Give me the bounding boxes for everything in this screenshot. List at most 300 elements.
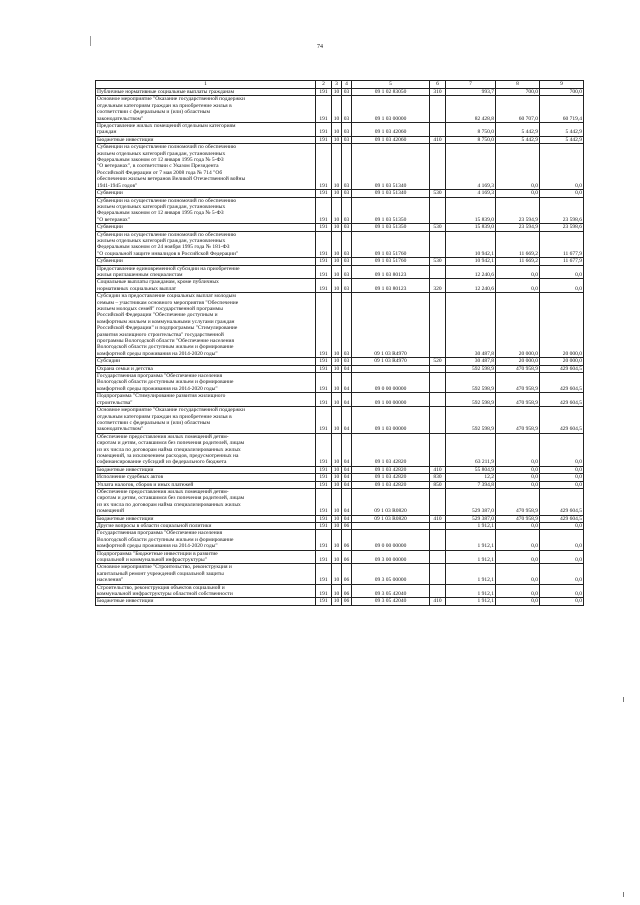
- expense-type-cell: 530: [430, 224, 446, 231]
- amount-year3-cell: 0,0: [540, 190, 584, 197]
- amount-year2-cell: 0,0: [496, 530, 540, 550]
- table-row: [96, 293, 584, 358]
- table-header-row: [96, 81, 584, 89]
- amount-year2-cell: 60 707,0: [496, 96, 540, 123]
- amount-year3-cell: 0,0: [540, 550, 584, 564]
- amount-year2-cell: 11 669,2: [496, 258, 540, 265]
- column-header: 4: [342, 81, 352, 89]
- ministry-code-cell: 191: [316, 258, 332, 265]
- table-row: [96, 433, 584, 466]
- table-row: [96, 231, 584, 258]
- amount-year2-cell: 700,0: [496, 89, 540, 96]
- subsection-code-cell: 03: [342, 123, 352, 137]
- expense-type-cell: [430, 530, 446, 550]
- subsection-code-cell: 04: [342, 433, 352, 466]
- amount-year2-cell: 0,0: [496, 144, 540, 190]
- amount-year2-cell: 0,0: [496, 474, 540, 481]
- subsection-code-cell: 04: [342, 365, 352, 372]
- table-row: [96, 358, 584, 365]
- amount-year3-cell: 23 598,6: [540, 197, 584, 224]
- subsection-code-cell: 03: [342, 279, 352, 293]
- amount-year3-cell: 429 604,5: [540, 393, 584, 407]
- amount-year3-cell: 23 598,6: [540, 224, 584, 231]
- ministry-code-cell: 191: [316, 365, 332, 372]
- target-article-cell: 09 3 05 00000: [352, 564, 430, 584]
- amount-year2-cell: 0,0: [496, 598, 540, 605]
- subsection-code-cell: 03: [342, 136, 352, 143]
- ministry-code-cell: 191: [316, 564, 332, 584]
- row-name-cell: Бюджетные инвестиции: [96, 598, 316, 605]
- ministry-code-cell: 191: [316, 373, 332, 393]
- section-code-cell: 10: [332, 197, 342, 224]
- table-row: [96, 224, 584, 231]
- ministry-code-cell: 191: [316, 488, 332, 515]
- section-code-cell: 10: [332, 365, 342, 372]
- amount-year3-cell: 0,0: [540, 523, 584, 530]
- ministry-code-cell: 191: [316, 584, 332, 598]
- amount-year2-cell: 470 958,9: [496, 393, 540, 407]
- expense-type-cell: [430, 197, 446, 224]
- subsection-code-cell: 03: [342, 190, 352, 197]
- section-code-cell: 10: [332, 358, 342, 365]
- ministry-code-cell: 191: [316, 515, 332, 522]
- table-row: [96, 488, 584, 515]
- amount-year1-cell: 15 839,0: [446, 197, 496, 224]
- row-name-cell: Субвенции на осуществление полномочий по обеспечению жильем отдельных категорий граждан, установленных Федеральным законом от 12 января 1995 года № 5-ФЗ "О ветеранах", в соответствии с Указом Президента Российской Федерации от 7 мая 2008 года № 714 "Об обеспечении жильем ветеранов Великой Отечественной войны 1941-1945 годов": [96, 144, 316, 190]
- expense-type-cell: [430, 123, 446, 137]
- amount-year1-cell: 4 169,3: [446, 190, 496, 197]
- amount-year3-cell: 429 604,5: [540, 373, 584, 393]
- table-row: [96, 144, 584, 190]
- amount-year1-cell: 30 487,8: [446, 293, 496, 358]
- table-row: [96, 515, 584, 522]
- ministry-code-cell: 191: [316, 231, 332, 258]
- amount-year2-cell: 0,0: [496, 190, 540, 197]
- amount-year1-cell: 15 839,0: [446, 224, 496, 231]
- amount-year1-cell: 63 211,9: [446, 433, 496, 466]
- ministry-code-cell: 191: [316, 550, 332, 564]
- target-article-cell: 09 1 03 51350: [352, 224, 430, 231]
- target-article-cell: 09 3 00 00000: [352, 550, 430, 564]
- section-code-cell: 10: [332, 474, 342, 481]
- section-code-cell: 10: [332, 393, 342, 407]
- target-article-cell: 09 0 00 00000: [352, 373, 430, 393]
- expense-type-cell: 410: [430, 466, 446, 473]
- expense-type-cell: 530: [430, 258, 446, 265]
- target-article-cell: 09 1 03 42820: [352, 481, 430, 488]
- ministry-code-cell: 191: [316, 433, 332, 466]
- table-row: [96, 466, 584, 473]
- row-name-cell: Исполнение судебных актов: [96, 474, 316, 481]
- ministry-code-cell: 191: [316, 190, 332, 197]
- ministry-code-cell: 191: [316, 293, 332, 358]
- target-article-cell: 09 1 03 R0820: [352, 488, 430, 515]
- row-name-cell: Основное мероприятие "Оказание государственной поддержки отдельным категориям граждан на приобретение жилья в соответствии с федеральным и (или) областным законодательством": [96, 96, 316, 123]
- table-row: [96, 407, 584, 434]
- amount-year1-cell: 592 598,9: [446, 365, 496, 372]
- target-article-cell: 09 1 03 R4970: [352, 358, 430, 365]
- row-name-cell: Обеспечение предоставления жилых помещений детям- сиротам и детям, оставшимся без попечения родителей, лицам из их числа по договорам найма специализированных жилых помещений, за исключением расходов, предусмотренных на софинансирование субсидий из федерального бюджета: [96, 433, 316, 466]
- amount-year3-cell: 0,0: [540, 279, 584, 293]
- table-row: [96, 481, 584, 488]
- column-header: 5: [352, 81, 430, 89]
- table-row: [96, 258, 584, 265]
- section-code-cell: 10: [332, 89, 342, 96]
- expense-type-cell: 410: [430, 136, 446, 143]
- amount-year2-cell: 470 958,9: [496, 407, 540, 434]
- amount-year1-cell: 529 387,0: [446, 515, 496, 522]
- column-header: 8: [496, 81, 540, 89]
- subsection-code-cell: 04: [342, 373, 352, 393]
- subsection-code-cell: 06: [342, 584, 352, 598]
- amount-year1-cell: 12,2: [446, 474, 496, 481]
- amount-year3-cell: 0,0: [540, 433, 584, 466]
- expense-type-cell: [430, 564, 446, 584]
- amount-year3-cell: 0,0: [540, 530, 584, 550]
- section-code-cell: 10: [332, 407, 342, 434]
- target-article-cell: 09 1 02 83050: [352, 89, 430, 96]
- target-article-cell: 09 1 03 51340: [352, 144, 430, 190]
- amount-year3-cell: 20 000,0: [540, 358, 584, 365]
- amount-year1-cell: 592 598,9: [446, 407, 496, 434]
- amount-year2-cell: 23 594,9: [496, 197, 540, 224]
- amount-year2-cell: 0,0: [496, 564, 540, 584]
- row-name-cell: Предоставление единовременной субсидии на приобретение жилья приглашенным специалистам: [96, 265, 316, 279]
- amount-year2-cell: 5 442,9: [496, 123, 540, 137]
- subsection-code-cell: 06: [342, 530, 352, 550]
- ministry-code-cell: 191: [316, 279, 332, 293]
- column-header: 1: [96, 81, 316, 89]
- section-code-cell: 10: [332, 515, 342, 522]
- row-name-cell: Субвенции на осуществление полномочий по обеспечению жильем отдельных категорий граждан, установленных Федеральным законом от 12 января 1995 года № 5-ФЗ "О ветеранах": [96, 197, 316, 224]
- section-code-cell: 10: [332, 373, 342, 393]
- target-article-cell: 09 1 03 00000: [352, 96, 430, 123]
- amount-year2-cell: 470 958,9: [496, 488, 540, 515]
- row-name-cell: Субвенции: [96, 258, 316, 265]
- amount-year1-cell: 592 598,9: [446, 393, 496, 407]
- amount-year1-cell: 1 912,1: [446, 564, 496, 584]
- subsection-code-cell: 03: [342, 96, 352, 123]
- row-name-cell: Государственная программа "Обеспечение населения Вологодской области доступным жильем и формирование комфортной среды проживания на 2014-2020 годы": [96, 530, 316, 550]
- amount-year1-cell: 1 912,1: [446, 550, 496, 564]
- section-code-cell: 10: [332, 265, 342, 279]
- column-header: 3: [332, 81, 342, 89]
- amount-year2-cell: 470 958,9: [496, 515, 540, 522]
- row-name-cell: Основное мероприятие "Строительство, реконструкция и капитальный ремонт учреждений социальной защиты населения": [96, 564, 316, 584]
- row-name-cell: Субвенции на осуществление полномочий по обеспечению жильем отдельных категорий граждан, установленных Федеральным законом от 24 ноября 1995 года № 181-ФЗ "О социальной защите инвалидов в Российской Федерации": [96, 231, 316, 258]
- section-code-cell: 10: [332, 231, 342, 258]
- target-article-cell: 09 1 03 51350: [352, 197, 430, 224]
- subsection-code-cell: 06: [342, 598, 352, 605]
- table-row: [96, 96, 584, 123]
- expense-type-cell: [430, 407, 446, 434]
- section-code-cell: 10: [332, 136, 342, 143]
- table-row: [96, 197, 584, 224]
- target-article-cell: 09 1 03 51340: [352, 190, 430, 197]
- amount-year2-cell: 0,0: [496, 584, 540, 598]
- subsection-code-cell: 06: [342, 564, 352, 584]
- amount-year3-cell: 0,0: [540, 584, 584, 598]
- section-code-cell: 10: [332, 96, 342, 123]
- section-code-cell: 10: [332, 144, 342, 190]
- ministry-code-cell: 191: [316, 144, 332, 190]
- amount-year1-cell: 30 487,8: [446, 358, 496, 365]
- table-row: [96, 123, 584, 137]
- ministry-code-cell: 191: [316, 598, 332, 605]
- row-name-cell: Бюджетные инвестиции: [96, 515, 316, 522]
- amount-year3-cell: 0,0: [540, 474, 584, 481]
- amount-year1-cell: 82 428,8: [446, 96, 496, 123]
- expense-type-cell: 850: [430, 481, 446, 488]
- row-name-cell: Другие вопросы в области социальной политики: [96, 523, 316, 530]
- row-name-cell: Подпрограмма "Бюджетные инвестиции в развитие социальной и коммунальной инфраструктуры": [96, 550, 316, 564]
- expense-type-cell: 320: [430, 279, 446, 293]
- target-article-cell: 09 1 03 51760: [352, 231, 430, 258]
- section-code-cell: 10: [332, 279, 342, 293]
- target-article-cell: [352, 523, 430, 530]
- subsection-code-cell: 03: [342, 89, 352, 96]
- row-name-cell: Субвенции: [96, 224, 316, 231]
- subsection-code-cell: 03: [342, 258, 352, 265]
- row-name-cell: Субсидии на предоставление социальных выплат молодым семьям – участникам основного мероприятия "Обеспечение жильем молодых семей" государственной программы Российской Федерации "Обеспечение доступным и комфортным жильем и коммунальными услугами граждан Российской Федерации" и подпрограммы "Стимулирование развития жилищного строительства" государственной программы Вологодской области "Обеспечение населения Вологодской области доступным жильем и формирование комфортной среды проживания на 2014-2020 годы": [96, 293, 316, 358]
- expense-type-cell: [430, 365, 446, 372]
- table-row: [96, 265, 584, 279]
- amount-year1-cell: 12 240,6: [446, 279, 496, 293]
- amount-year2-cell: 23 594,9: [496, 224, 540, 231]
- section-code-cell: 10: [332, 523, 342, 530]
- amount-year2-cell: 5 442,9: [496, 136, 540, 143]
- subsection-code-cell: 06: [342, 550, 352, 564]
- expense-type-cell: [430, 523, 446, 530]
- target-article-cell: 09 3 05 42040: [352, 598, 430, 605]
- target-article-cell: 09 1 03 R0820: [352, 515, 430, 522]
- column-header: 2: [316, 81, 332, 89]
- subsection-code-cell: 03: [342, 293, 352, 358]
- table-row: [96, 373, 584, 393]
- expense-type-cell: 410: [430, 515, 446, 522]
- subsection-code-cell: 06: [342, 523, 352, 530]
- ministry-code-cell: 191: [316, 407, 332, 434]
- expense-type-cell: [430, 393, 446, 407]
- row-name-cell: Уплата налогов, сборов и иных платежей: [96, 481, 316, 488]
- table-row: [96, 365, 584, 372]
- target-article-cell: 09 3 05 42040: [352, 584, 430, 598]
- section-code-cell: 10: [332, 481, 342, 488]
- target-article-cell: 09 1 03 00000: [352, 407, 430, 434]
- row-name-cell: Публичные нормативные социальные выплаты гражданам: [96, 89, 316, 96]
- target-article-cell: 09 1 03 42820: [352, 474, 430, 481]
- ministry-code-cell: 191: [316, 89, 332, 96]
- row-name-cell: Охрана семьи и детства: [96, 365, 316, 372]
- target-article-cell: 09 1 00 00000: [352, 393, 430, 407]
- table-row: [96, 474, 584, 481]
- table-row: [96, 279, 584, 293]
- target-article-cell: 09 1 03 42060: [352, 136, 430, 143]
- amount-year1-cell: 1 912,1: [446, 523, 496, 530]
- ministry-code-cell: 191: [316, 136, 332, 143]
- row-name-cell: Государственная программа "Обеспечение населения Вологодской области доступным жильем и формирование комфортной среды проживания на 2014-2020 годы": [96, 373, 316, 393]
- table-row: [96, 136, 584, 143]
- expense-type-cell: [430, 96, 446, 123]
- page-number: 74: [317, 44, 323, 50]
- table-row: [96, 89, 584, 96]
- amount-year1-cell: 8 750,0: [446, 136, 496, 143]
- expense-type-cell: [430, 488, 446, 515]
- expense-type-cell: [430, 433, 446, 466]
- amount-year2-cell: 0,0: [496, 481, 540, 488]
- column-header: 6: [430, 81, 446, 89]
- target-article-cell: 09 1 03 80123: [352, 279, 430, 293]
- section-code-cell: 10: [332, 258, 342, 265]
- amount-year2-cell: 470 958,9: [496, 365, 540, 372]
- expense-type-cell: 520: [430, 358, 446, 365]
- amount-year2-cell: 20 000,0: [496, 358, 540, 365]
- section-code-cell: 10: [332, 190, 342, 197]
- subsection-code-cell: 04: [342, 481, 352, 488]
- amount-year3-cell: 429 604,5: [540, 407, 584, 434]
- ministry-code-cell: 191: [316, 474, 332, 481]
- expense-type-cell: 530: [430, 190, 446, 197]
- margin-mark: [623, 697, 624, 702]
- amount-year3-cell: 0,0: [540, 598, 584, 605]
- expense-type-cell: [430, 373, 446, 393]
- ministry-code-cell: 191: [316, 466, 332, 473]
- table-row: [96, 598, 584, 605]
- amount-year3-cell: 11 677,9: [540, 258, 584, 265]
- row-name-cell: Предоставление жилых помещений отдельным категориям граждан: [96, 123, 316, 137]
- table-row: [96, 190, 584, 197]
- row-name-cell: Бюджетные инвестиции: [96, 136, 316, 143]
- subsection-code-cell: 03: [342, 265, 352, 279]
- ministry-code-cell: 191: [316, 123, 332, 137]
- section-code-cell: 10: [332, 550, 342, 564]
- amount-year3-cell: 5 442,9: [540, 136, 584, 143]
- expense-type-cell: [430, 231, 446, 258]
- table-row: [96, 564, 584, 584]
- expense-type-cell: 410: [430, 598, 446, 605]
- amount-year2-cell: 11 669,2: [496, 231, 540, 258]
- subsection-code-cell: 03: [342, 144, 352, 190]
- target-article-cell: [352, 365, 430, 372]
- table-row: [96, 393, 584, 407]
- amount-year3-cell: 20 000,0: [540, 293, 584, 358]
- target-article-cell: 09 1 03 80123: [352, 265, 430, 279]
- amount-year1-cell: 1 912,1: [446, 530, 496, 550]
- ministry-code-cell: 191: [316, 393, 332, 407]
- target-article-cell: 09 0 00 00000: [352, 530, 430, 550]
- amount-year3-cell: 0,0: [540, 265, 584, 279]
- amount-year1-cell: 12 240,6: [446, 265, 496, 279]
- amount-year1-cell: 4 169,3: [446, 144, 496, 190]
- row-name-cell: Обеспечение предоставления жилых помещений детям- сиротам и детям, оставшимся без попечения родителей, лицам из их числа по договорам найма специализированных жилых помещений: [96, 488, 316, 515]
- subsection-code-cell: 04: [342, 393, 352, 407]
- amount-year1-cell: 8 750,0: [446, 123, 496, 137]
- section-code-cell: 10: [332, 488, 342, 515]
- target-article-cell: 09 1 03 42820: [352, 466, 430, 473]
- target-article-cell: 09 1 03 42060: [352, 123, 430, 137]
- table-row: [96, 550, 584, 564]
- row-name-cell: Субвенции: [96, 190, 316, 197]
- amount-year1-cell: 7 394,8: [446, 481, 496, 488]
- amount-year3-cell: 429 604,5: [540, 515, 584, 522]
- subsection-code-cell: 03: [342, 224, 352, 231]
- subsection-code-cell: 03: [342, 358, 352, 365]
- expense-type-cell: [430, 584, 446, 598]
- expense-type-cell: 830: [430, 474, 446, 481]
- amount-year3-cell: 11 677,9: [540, 231, 584, 258]
- table-body: [96, 89, 584, 606]
- row-name-cell: Основное мероприятие "Оказание государственной поддержки отдельным категориям граждан на приобретение жилья в соответствии с федеральным и (или) областным законодательством": [96, 407, 316, 434]
- section-code-cell: 10: [332, 466, 342, 473]
- section-code-cell: 10: [332, 564, 342, 584]
- subsection-code-cell: 04: [342, 407, 352, 434]
- amount-year3-cell: 0,0: [540, 564, 584, 584]
- amount-year2-cell: 0,0: [496, 550, 540, 564]
- margin-mark: [623, 892, 624, 897]
- subsection-code-cell: 04: [342, 474, 352, 481]
- amount-year1-cell: 1 912,1: [446, 598, 496, 605]
- amount-year2-cell: 0,0: [496, 265, 540, 279]
- table-row: [96, 523, 584, 530]
- ministry-code-cell: 191: [316, 481, 332, 488]
- section-code-cell: 10: [332, 584, 342, 598]
- ministry-code-cell: 191: [316, 523, 332, 530]
- amount-year1-cell: 1 912,1: [446, 584, 496, 598]
- amount-year2-cell: 470 958,9: [496, 373, 540, 393]
- section-code-cell: 10: [332, 123, 342, 137]
- amount-year3-cell: 429 604,5: [540, 488, 584, 515]
- amount-year3-cell: 0,0: [540, 481, 584, 488]
- section-code-cell: 10: [332, 598, 342, 605]
- amount-year2-cell: 0,0: [496, 433, 540, 466]
- amount-year2-cell: 0,0: [496, 466, 540, 473]
- expense-type-cell: [430, 265, 446, 279]
- subsection-code-cell: 03: [342, 197, 352, 224]
- row-name-cell: Социальные выплаты гражданам, кроме публичных нормативных социальных выплат: [96, 279, 316, 293]
- table-row: [96, 584, 584, 598]
- column-header: 9: [540, 81, 584, 89]
- budget-table: [95, 80, 584, 606]
- expense-type-cell: [430, 293, 446, 358]
- amount-year2-cell: 0,0: [496, 279, 540, 293]
- row-name-cell: Субсидии: [96, 358, 316, 365]
- expense-type-cell: [430, 144, 446, 190]
- row-name-cell: Строительство, реконструкция объектов социальной и коммунальной инфраструктуры областной собственности: [96, 584, 316, 598]
- amount-year3-cell: 700,0: [540, 89, 584, 96]
- amount-year1-cell: 993,7: [446, 89, 496, 96]
- row-name-cell: Бюджетные инвестиции: [96, 466, 316, 473]
- amount-year1-cell: 55 804,9: [446, 466, 496, 473]
- target-article-cell: 09 1 03 51760: [352, 258, 430, 265]
- subsection-code-cell: 04: [342, 466, 352, 473]
- expense-type-cell: [430, 550, 446, 564]
- section-code-cell: 10: [332, 224, 342, 231]
- section-code-cell: 10: [332, 530, 342, 550]
- amount-year3-cell: 0,0: [540, 144, 584, 190]
- amount-year2-cell: 20 000,0: [496, 293, 540, 358]
- ministry-code-cell: 191: [316, 224, 332, 231]
- subsection-code-cell: 04: [342, 515, 352, 522]
- ministry-code-cell: 191: [316, 197, 332, 224]
- amount-year3-cell: 0,0: [540, 466, 584, 473]
- ministry-code-cell: 191: [316, 96, 332, 123]
- amount-year3-cell: 5 442,9: [540, 123, 584, 137]
- amount-year1-cell: 592 598,9: [446, 373, 496, 393]
- subsection-code-cell: 03: [342, 231, 352, 258]
- section-code-cell: 10: [332, 433, 342, 466]
- table-row: [96, 530, 584, 550]
- expense-type-cell: 310: [430, 89, 446, 96]
